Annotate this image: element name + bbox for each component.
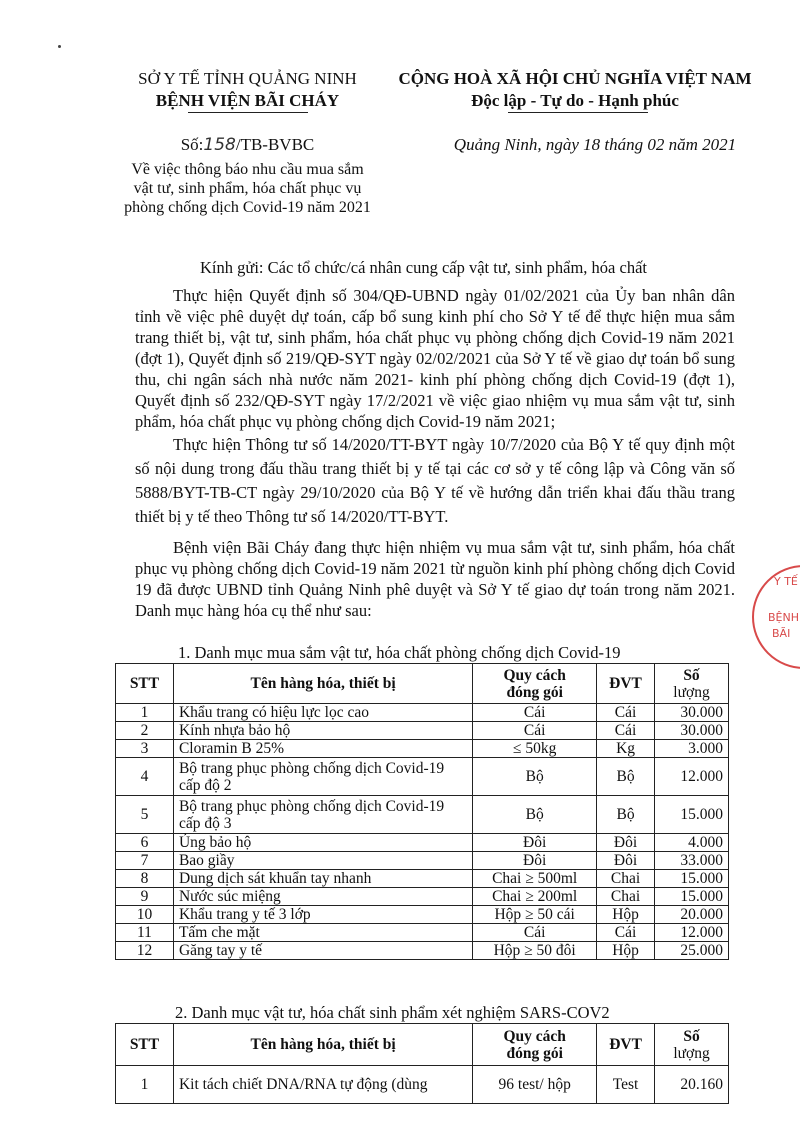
cell-pack: Bộ — [473, 796, 597, 834]
cell-name: Bộ trang phục phòng chống dịch Covid-19 cấp độ 3 — [173, 796, 472, 834]
header-unit: ĐVT — [597, 664, 655, 704]
cell-stt: 1 — [116, 1066, 174, 1104]
cell-qty: 30.000 — [655, 722, 729, 740]
cell-name: Găng tay y tế — [173, 942, 472, 960]
table-row — [116, 1066, 729, 1104]
table-row — [116, 870, 729, 888]
cell-qty: 12.000 — [655, 758, 729, 796]
header-unit: ĐVT — [597, 1024, 655, 1066]
header-stt: STT — [116, 1024, 174, 1066]
cell-qty: 33.000 — [655, 852, 729, 870]
subject-line: Về việc thông báo nhu cầu mua sắm — [131, 161, 364, 178]
cell-pack: Đôi — [473, 834, 597, 852]
issuer-org: SỞ Y TẾ TỈNH QUẢNG NINH — [138, 69, 357, 88]
cell-pack: Đôi — [473, 852, 597, 870]
cell-qty: 3.000 — [655, 740, 729, 758]
cell-unit: Cái — [597, 704, 655, 722]
paragraph-3 — [135, 537, 735, 621]
doc-no-handwritten: 158 — [203, 135, 236, 155]
table-row — [116, 888, 729, 906]
cell-pack: Cái — [473, 924, 597, 942]
header-pack: Quy cách đóng gói — [473, 1024, 597, 1066]
cell-stt: 1 — [116, 704, 174, 722]
header-pack: Quy cách đóng gói — [473, 664, 597, 704]
header-name: Tên hàng hóa, thiết bị — [173, 1024, 472, 1066]
national-title: CỘNG HOÀ XÃ HỘI CHỦ NGHĨA VIỆT NAM — [398, 69, 752, 88]
subject-line: phòng chống dịch Covid-19 năm 2021 — [124, 199, 371, 216]
cell-name: Tấm che mặt — [173, 924, 472, 942]
cell-pack: ≤ 50kg — [473, 740, 597, 758]
issuer-underline — [188, 112, 308, 113]
cell-unit: Hộp — [597, 906, 655, 924]
cell-unit: Chai — [597, 888, 655, 906]
cell-name: Khẩu trang y tế 3 lớp — [173, 906, 472, 924]
table-row — [116, 906, 729, 924]
cell-stt: 11 — [116, 924, 174, 942]
cell-unit: Kg — [597, 740, 655, 758]
cell-name: Kit tách chiết DNA/RNA tự động (dùng — [173, 1066, 472, 1104]
header-qty: Số lượng — [655, 664, 729, 704]
cell-pack: Hộp ≥ 50 cái — [473, 906, 597, 924]
document-subject — [95, 160, 400, 217]
cell-stt: 9 — [116, 888, 174, 906]
cell-stt: 4 — [116, 758, 174, 796]
issuer-header — [95, 68, 400, 112]
cell-pack: Chai ≥ 200ml — [473, 888, 597, 906]
document-number — [95, 135, 400, 155]
cell-stt: 2 — [116, 722, 174, 740]
greeting: Kính gửi: Các tổ chức/cá nhân cung cấp vật tư, sinh phẩm, hóa chất — [200, 258, 647, 277]
cell-pack: Hộp ≥ 50 đôi — [473, 942, 597, 960]
table-row — [116, 852, 729, 870]
cell-name: Bao giầy — [173, 852, 472, 870]
cell-name: Bộ trang phục phòng chống dịch Covid-19 cấp độ 2 — [173, 758, 472, 796]
cell-unit: Cái — [597, 722, 655, 740]
cell-unit: Cái — [597, 924, 655, 942]
table-row — [116, 722, 729, 740]
table-row — [116, 796, 729, 834]
cell-name: Cloramin B 25% — [173, 740, 472, 758]
cell-qty: 20.160 — [655, 1066, 729, 1104]
table1-caption: 1. Danh mục mua sắm vật tư, hóa chất phòng chống dịch Covid-19 — [178, 643, 621, 662]
cell-unit: Bộ — [597, 758, 655, 796]
subject-line: vật tư, sinh phẩm, hóa chất phục vụ — [133, 180, 362, 197]
cell-stt: 7 — [116, 852, 174, 870]
cell-qty: 25.000 — [655, 942, 729, 960]
cell-unit: Đôi — [597, 834, 655, 852]
cell-pack: Chai ≥ 500ml — [473, 870, 597, 888]
cell-qty: 30.000 — [655, 704, 729, 722]
national-motto: Độc lập - Tự do - Hạnh phúc — [471, 91, 679, 110]
header-qty: Số lượng — [655, 1024, 729, 1066]
cell-name: Kính nhựa bảo hộ — [173, 722, 472, 740]
cell-name: Ủng bảo hộ — [173, 834, 472, 852]
cell-unit: Test — [597, 1066, 655, 1104]
cell-pack: 96 test/ hộp — [473, 1066, 597, 1104]
cell-name: Nước súc miệng — [173, 888, 472, 906]
cell-pack: Cái — [473, 722, 597, 740]
cell-stt: 6 — [116, 834, 174, 852]
motto-underline — [508, 112, 648, 113]
paragraph-2 — [135, 433, 735, 529]
cell-unit: Đôi — [597, 852, 655, 870]
cell-stt: 12 — [116, 942, 174, 960]
table-row — [116, 758, 729, 796]
cell-pack: Cái — [473, 704, 597, 722]
cell-pack: Bộ — [473, 758, 597, 796]
doc-no-suffix: /TB-BVBC — [235, 135, 315, 154]
table-covid-supplies — [115, 663, 729, 960]
scan-speck — [58, 45, 61, 48]
paragraph-text: Thực hiện Thông tư số 14/2020/TT-BYT ngày 10/7/2020 của Bộ Y tế quy định một số nội dung trong đấu thầu trang thiết bị y tế tại các cơ sở y tế công lập và Công văn số 5888/BYT-TB-CT ngày 29/10/2020 của Bộ Y tế về hướng dẫn triển khai đấu thầu trang thiết bị y tế theo Thông tư số 14/2020/TT-BYT. — [135, 435, 735, 526]
cell-qty: 20.000 — [655, 906, 729, 924]
document-date: Quảng Ninh, ngày 18 tháng 02 năm 2021 — [453, 135, 737, 154]
header-name: Tên hàng hóa, thiết bị — [173, 664, 472, 704]
cell-unit: Bộ — [597, 796, 655, 834]
paragraph-text: Bệnh viện Bãi Cháy đang thực hiện nhiệm vụ mua sắm vật tư, sinh phẩm, hóa chất phục vụ phòng chống dịch Covid-19 năm 2021 từ nguồn kinh phí phòng chống dịch Covid 19 đã được UBND tỉnh Quảng Ninh phê duyệt và Sở Y tế giao dự toán trong năm 2021. Danh mục hàng hóa cụ thể như sau: — [135, 538, 735, 620]
cell-qty: 15.000 — [655, 796, 729, 834]
table2-caption: 2. Danh mục vật tư, hóa chất sinh phẩm xét nghiệm SARS-COV2 — [175, 1003, 610, 1022]
paragraph-text: Thực hiện Quyết định số 304/QĐ-UBND ngày 01/02/2021 của Ủy ban nhân dân tỉnh về việc phê duyệt dự toán, cấp bổ sung kinh phí cho Sở Y tế để thực hiện mua sắm trang thiết bị, vật tư, sinh phẩm, hóa chất phục vụ phòng chống dịch Covid-19 năm 2021 (đợt 1), Quyết định số 219/QĐ-SYT ngày 02/02/2021 của Sở Y tế về giao dự toán bổ sung thu, chi ngân sách nhà nước năm 2021- kinh phí phòng chống dịch Covid-19 (đợt 1), Quyết định số 232/QĐ-SYT ngày 17/2/2021 về việc giao nhiệm vụ mua sắm vật tư, sinh phẩm, hóa chất phục vụ phòng chống dịch Covid-19 năm 2021; — [135, 286, 735, 431]
cell-stt: 3 — [116, 740, 174, 758]
paragraph-1 — [135, 285, 735, 432]
cell-name: Khẩu trang có hiệu lực lọc cao — [173, 704, 472, 722]
red-seal-stamp: Y TẾ BỆNH BÃI — [752, 565, 800, 669]
cell-unit: Hộp — [597, 942, 655, 960]
table-row — [116, 834, 729, 852]
cell-qty: 15.000 — [655, 888, 729, 906]
table-sars-cov2-supplies — [115, 1023, 729, 1104]
table-row — [116, 942, 729, 960]
cell-stt: 10 — [116, 906, 174, 924]
table-row — [116, 740, 729, 758]
cell-qty: 4.000 — [655, 834, 729, 852]
table-row — [116, 704, 729, 722]
cell-unit: Chai — [597, 870, 655, 888]
table-row — [116, 924, 729, 942]
cell-stt: 8 — [116, 870, 174, 888]
cell-name: Dung dịch sát khuẩn tay nhanh — [173, 870, 472, 888]
doc-no-prefix: Số: — [180, 135, 204, 154]
cell-qty: 15.000 — [655, 870, 729, 888]
national-header — [390, 68, 760, 112]
header-stt: STT — [116, 664, 174, 704]
cell-stt: 5 — [116, 796, 174, 834]
cell-qty: 12.000 — [655, 924, 729, 942]
issuer-hospital: BỆNH VIỆN BÃI CHÁY — [155, 91, 340, 110]
